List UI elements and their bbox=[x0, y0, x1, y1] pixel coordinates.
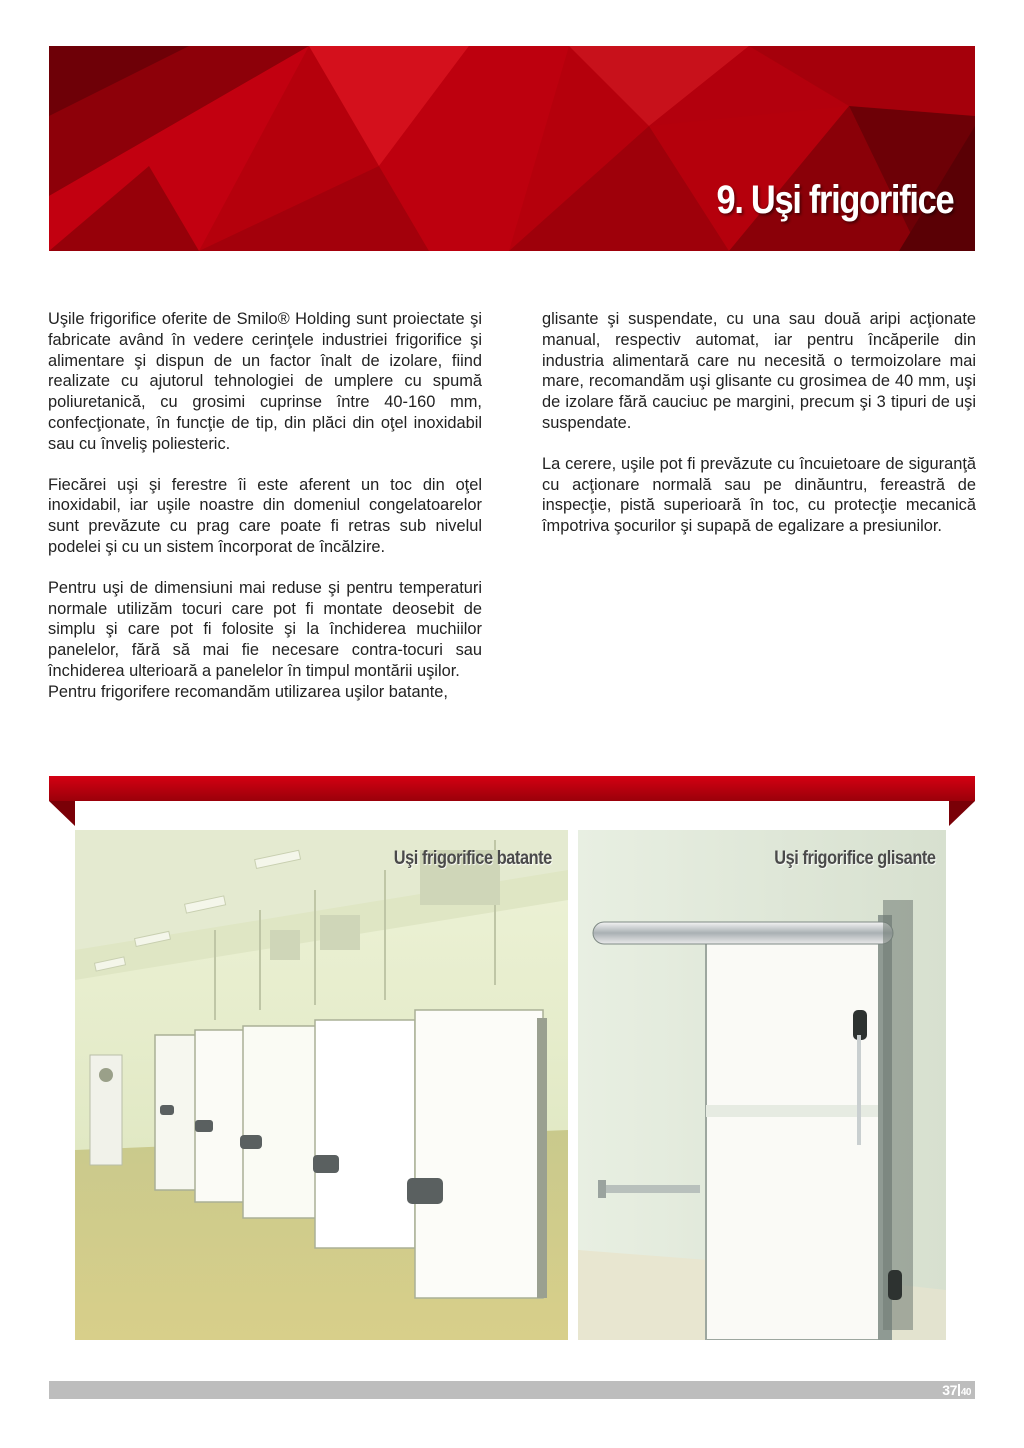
sliding-door-image bbox=[578, 830, 946, 1340]
photo-hinged-doors bbox=[75, 830, 568, 1340]
current-page: 37 bbox=[942, 1382, 957, 1398]
header-banner bbox=[49, 46, 975, 251]
photo-sliding-door bbox=[578, 830, 946, 1340]
page-separator bbox=[958, 1384, 960, 1396]
hinged-doors-image bbox=[75, 830, 568, 1340]
total-pages: 40 bbox=[960, 1387, 971, 1398]
paragraph: Uşile frigorifice oferite de Smilo® Holding sunt proiectate şi fabricate având în vedere cerinţele industriei frigorifice şi alimentare şi dispun de un factor înalt de izolare, fiind realizate cu ajutorul tehnologiei de umplere cu spumă poliuretanică, cu grosimi cuprinse între 40-160 mm, confecţionate, în funcţie de tip, din plăci din oţel inoxidabil sau cu înveliş poliesteric. bbox=[48, 310, 482, 453]
footer-bar bbox=[49, 1381, 975, 1399]
photo-ribbon bbox=[49, 776, 975, 826]
left-photo-caption: Uşi frigorifice batante bbox=[393, 848, 552, 869]
page-title: 9. Uşi frigorifice bbox=[716, 178, 953, 222]
paragraph: Fiecărei uşi şi ferestre îi este aferent un toc din oţel inoxidabil, iar uşile noastre din domeniul congelatoarelor sunt prevăzute cu prag care poate fi retras sub nivelul podelei şi cu un sistem încorporat de încălzire. bbox=[48, 475, 482, 556]
paragraph: glisante şi suspendate, cu una sau două aripi acţionate manual, respectiv automat, iar pentru încăperile din industria alimentară care nu necesită o termoizolare mai mare, recomandăm uşi glisante cu grosimea de 40 mm, uşi de izolare fără cauciuc pe margini, precum şi 3 tipuri de uşi suspendate. bbox=[542, 310, 976, 432]
page-number bbox=[942, 1382, 971, 1398]
paragraph: Pentru frigorifere recomandăm utilizarea uşilor batante, bbox=[48, 682, 448, 701]
right-text-column bbox=[542, 309, 976, 557]
right-photo-caption: Uşi frigorifice glisante bbox=[774, 848, 936, 869]
left-text-column bbox=[48, 309, 482, 703]
paragraph: Pentru uşi de dimensiuni mai reduse şi pentru temperaturi normale utilizăm tocuri care pot fi montate deosebit de simplu şi care pot fi folosite şi la închiderea muchiilor panelelor, fără să mai fie necesare contra-tocuri sau închiderea ulterioară a panelelor în timpul montării uşilor. bbox=[48, 578, 482, 680]
paragraph: La cerere, uşile pot fi prevăzute cu încuietoare de siguranţă cu acţionare normală sau pe dinăuntru, fereastră de inspecţie, pistă superioară în toc, cu protecţie mecanică împotriva şocurilor şi supapă de egalizare a presiunilor. bbox=[542, 454, 976, 536]
